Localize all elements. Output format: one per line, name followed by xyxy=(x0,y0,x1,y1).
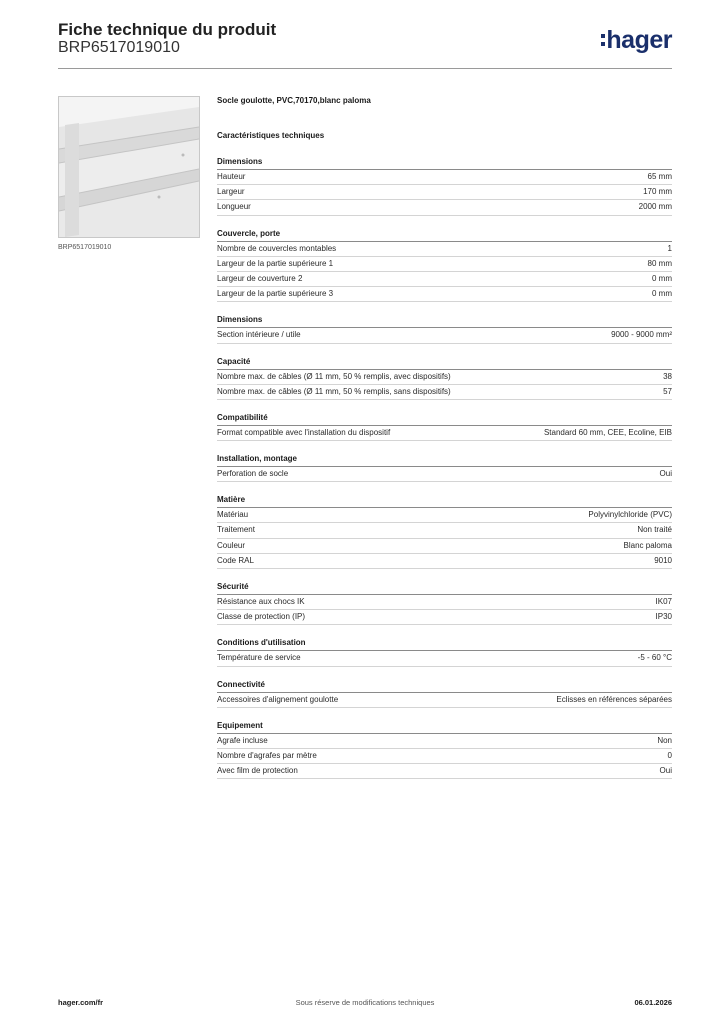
spec-value: 0 xyxy=(667,750,672,760)
image-caption: BRP6517019010 xyxy=(58,244,112,251)
spec-row xyxy=(217,242,672,257)
spec-value: Oui xyxy=(659,469,672,479)
spec-label: Accessoires d'alignement goulotte xyxy=(217,694,339,704)
spec-value: 1 xyxy=(667,243,672,253)
spec-row xyxy=(217,170,672,185)
spec-row xyxy=(217,539,672,554)
spec-value: Oui xyxy=(659,766,672,776)
section-title: Dimensions xyxy=(217,155,672,170)
spec-row xyxy=(217,426,672,441)
spec-label: Nombre de couvercles montables xyxy=(217,243,337,253)
header-divider xyxy=(58,68,672,69)
spec-value: Non xyxy=(657,735,672,745)
spec-section xyxy=(217,313,672,343)
spec-section xyxy=(217,636,672,666)
spec-section xyxy=(217,355,672,400)
spec-row xyxy=(217,328,672,343)
spec-label: Largeur de couverture 2 xyxy=(217,273,303,283)
spec-label: Température de service xyxy=(217,653,301,663)
spec-label: Format compatible avec l'installation du dispositif xyxy=(217,427,391,437)
spec-value: 65 mm xyxy=(647,172,672,181)
spec-row xyxy=(217,749,672,764)
spec-section xyxy=(217,493,672,569)
spec-value: Eclisses en références séparées xyxy=(556,694,672,704)
spec-value: 57 xyxy=(663,386,672,396)
spec-row xyxy=(217,370,672,385)
spec-label: Nombre max. de câbles (Ø 11 mm, 50 % remplis, sans dispositifs) xyxy=(217,386,451,396)
section-title: Compatibilité xyxy=(217,411,672,426)
section-title: Matière xyxy=(217,493,672,508)
spec-label: Hauteur xyxy=(217,172,246,181)
spec-section xyxy=(217,452,672,482)
section-title: Equipement xyxy=(217,719,672,734)
section-title: Sécurité xyxy=(217,580,672,595)
section-title: Dimensions xyxy=(217,313,672,328)
cable-trunking-illustration xyxy=(59,97,199,237)
section-title: Couvercle, porte xyxy=(217,227,672,242)
spec-value: -5 - 60 °C xyxy=(637,653,672,663)
spec-label: Largeur xyxy=(217,187,245,197)
spec-section xyxy=(217,155,672,216)
spec-row xyxy=(217,385,672,400)
spec-row xyxy=(217,508,672,523)
spec-label: Code RAL xyxy=(217,555,254,565)
spec-section xyxy=(217,678,672,708)
spec-value: 38 xyxy=(663,371,672,381)
spec-label: Nombre max. de câbles (Ø 11 mm, 50 % remplis, avec dispositifs) xyxy=(217,371,451,381)
spec-content xyxy=(217,96,672,790)
document-title: Fiche technique du produit xyxy=(58,20,277,39)
spec-section xyxy=(217,411,672,441)
spec-value: IP30 xyxy=(655,612,672,622)
logo-colon-icon xyxy=(601,32,604,48)
section-title: Installation, montage xyxy=(217,452,672,467)
spec-row xyxy=(217,734,672,749)
hager-logo xyxy=(601,26,672,55)
spec-value: 0 mm xyxy=(652,289,672,299)
document-header xyxy=(58,20,672,68)
spec-section xyxy=(217,580,672,625)
spec-label: Largeur de la partie supérieure 1 xyxy=(217,258,334,268)
spec-label: Longueur xyxy=(217,202,251,212)
spec-value: Blanc paloma xyxy=(623,540,672,550)
spec-value: Non traité xyxy=(637,525,672,535)
spec-value: 2000 mm xyxy=(638,202,672,212)
spec-value: IK07 xyxy=(655,597,672,606)
spec-label: Nombre d'agrafes par mètre xyxy=(217,750,317,760)
spec-row xyxy=(217,554,672,569)
spec-label: Largeur de la partie supérieure 3 xyxy=(217,289,334,299)
section-title: Conditions d'utilisation xyxy=(217,636,672,651)
spec-row xyxy=(217,257,672,272)
technical-characteristics-title: Caractéristiques techniques xyxy=(217,131,325,140)
spec-label: Traitement xyxy=(217,525,255,535)
spec-label: Classe de protection (IP) xyxy=(217,612,306,622)
spec-row xyxy=(217,185,672,200)
footer-date: 06.01.2026 xyxy=(634,998,672,1007)
spec-row xyxy=(217,272,672,287)
spec-label: Matériau xyxy=(217,510,249,520)
page-footer xyxy=(58,998,672,1010)
spec-row xyxy=(217,595,672,610)
spec-row xyxy=(217,200,672,215)
spec-row xyxy=(217,523,672,538)
product-reference: BRP6517019010 xyxy=(58,39,180,56)
spec-section xyxy=(217,227,672,303)
footer-site[interactable]: hager.com/fr xyxy=(58,998,104,1007)
spec-value: 80 mm xyxy=(647,258,672,268)
spec-row xyxy=(217,467,672,482)
spec-section xyxy=(217,719,672,780)
section-title: Capacité xyxy=(217,355,672,370)
product-image xyxy=(58,96,200,238)
spec-value: Polyvinylchloride (PVC) xyxy=(588,510,672,520)
spec-label: Perforation de socle xyxy=(217,469,289,479)
spec-value: 9000 - 9000 mm² xyxy=(611,330,672,340)
spec-value: Standard 60 mm, CEE, Ecoline, EIB xyxy=(543,427,672,437)
spec-row xyxy=(217,651,672,666)
spec-sections xyxy=(217,155,672,779)
spec-row xyxy=(217,693,672,708)
spec-row xyxy=(217,764,672,779)
section-title: Connectivité xyxy=(217,678,672,693)
footer-notice: Sous réserve de modifications techniques xyxy=(295,998,435,1007)
spec-value: 0 mm xyxy=(652,273,672,283)
spec-label: Résistance aux chocs IK xyxy=(217,597,305,606)
product-name: Socle goulotte, PVC,70170,blanc paloma xyxy=(217,96,371,105)
logo-text: hager xyxy=(606,26,672,54)
spec-label: Couleur xyxy=(217,540,246,550)
spec-row xyxy=(217,287,672,302)
spec-label: Avec film de protection xyxy=(217,766,298,776)
spec-label: Section intérieure / utile xyxy=(217,330,301,340)
spec-value: 170 mm xyxy=(643,187,672,197)
spec-row xyxy=(217,610,672,625)
spec-label: Agrafe incluse xyxy=(217,735,268,745)
spec-value: 9010 xyxy=(654,555,672,565)
